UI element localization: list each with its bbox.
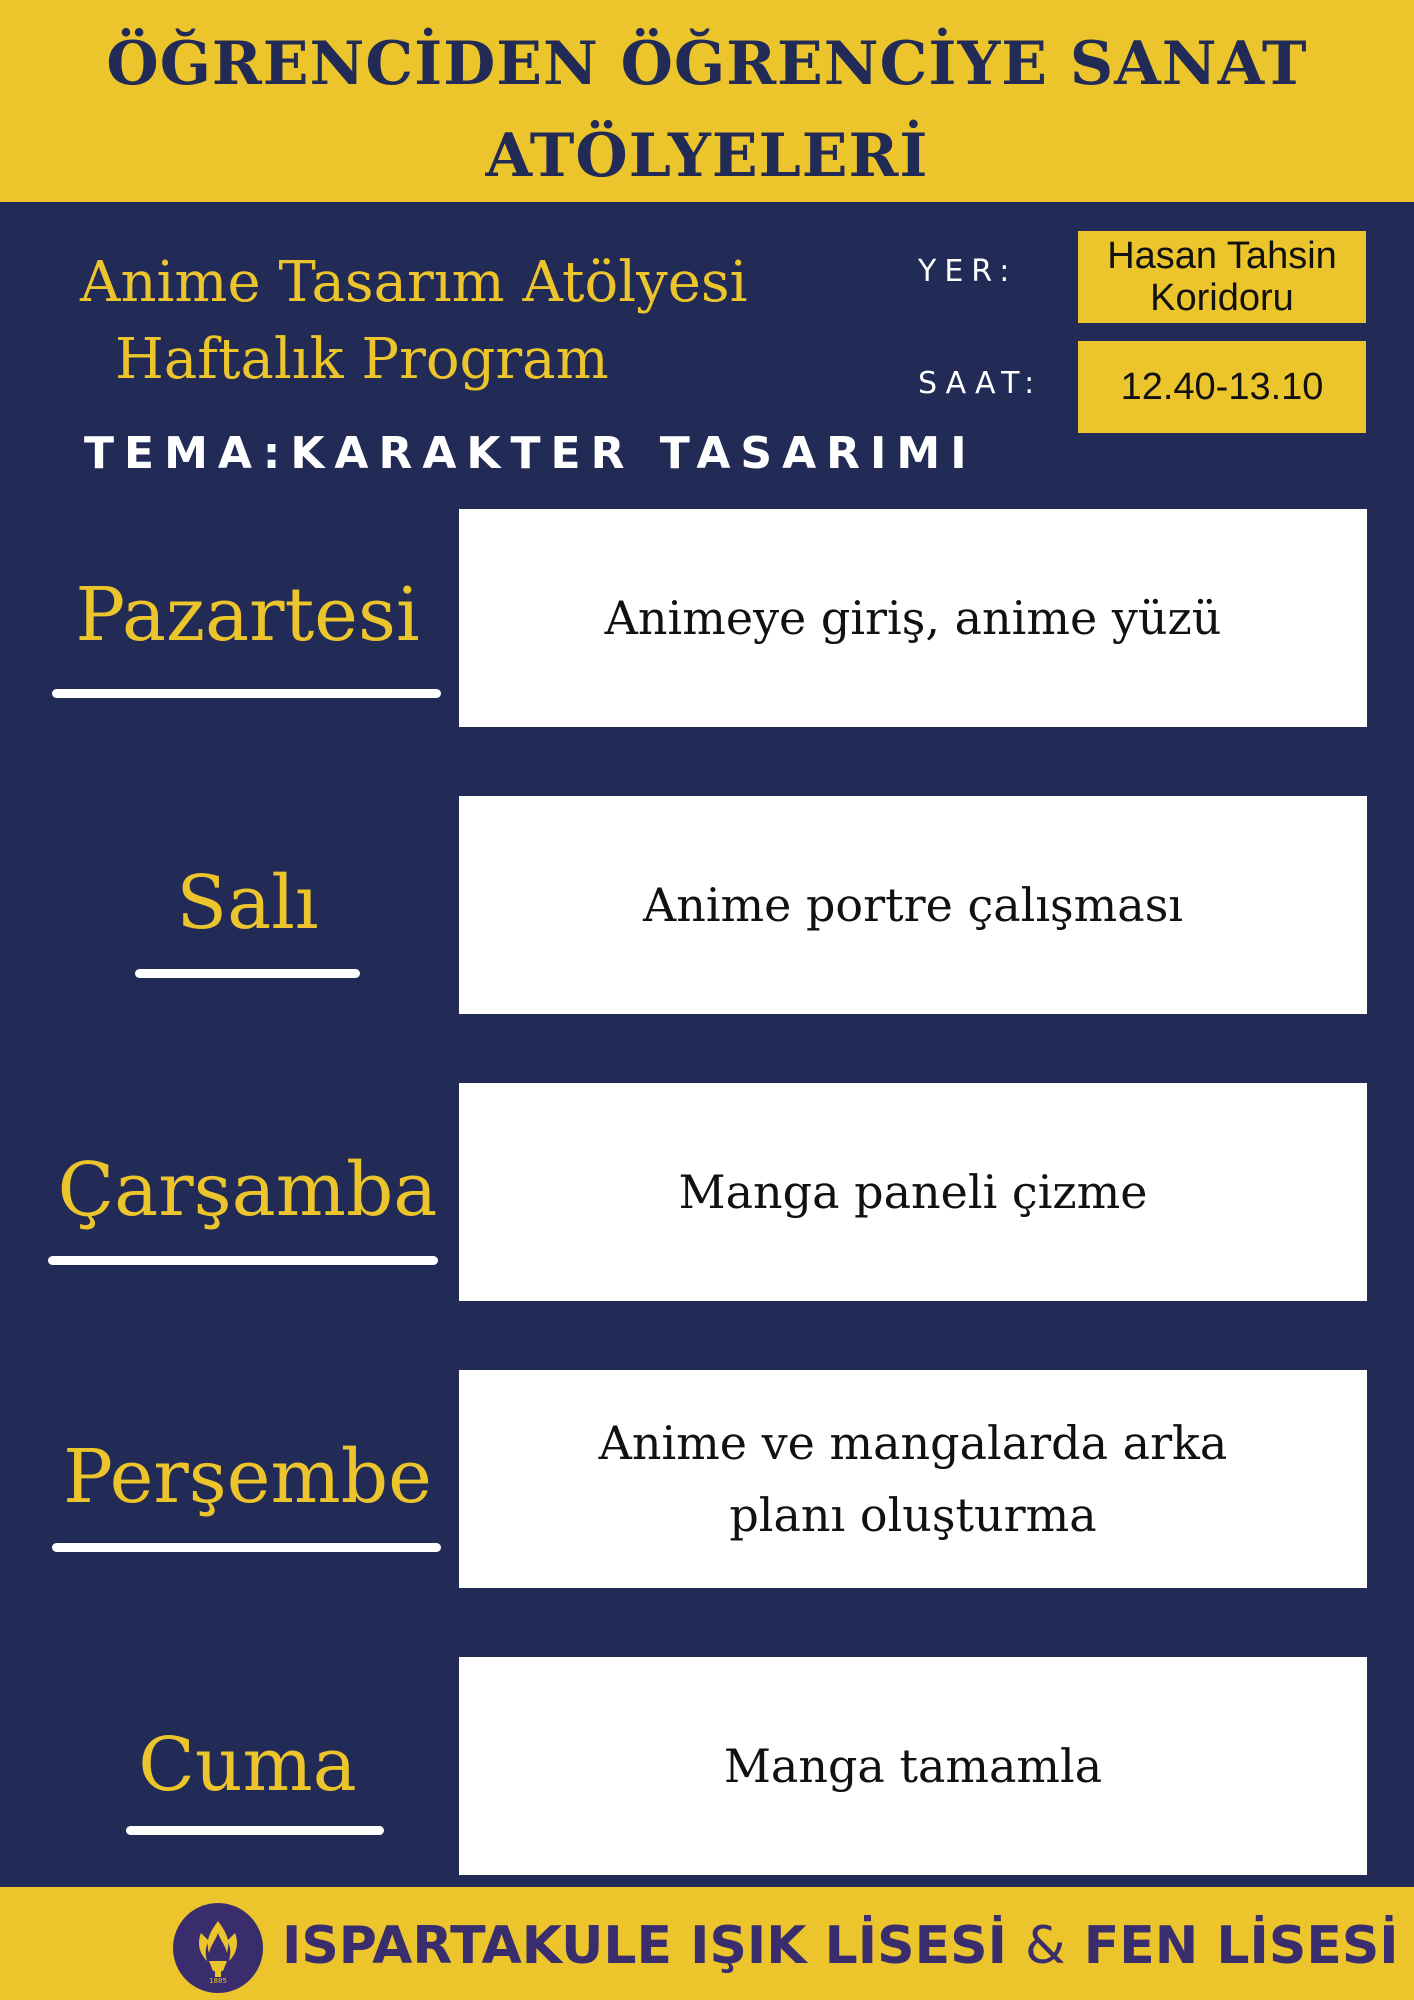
activity-text: Manga paneli çizme <box>678 1165 1148 1219</box>
activity-text: Manga tamamla <box>723 1739 1103 1793</box>
workshop-name: Anime Tasarım Atölyesi <box>80 250 748 315</box>
activity-text: Anime portre çalışması <box>642 878 1184 932</box>
day-label-monday: Pazartesi <box>75 572 420 658</box>
time-label: SAAT: <box>918 366 1043 401</box>
school-name-1: ISPARTAKULE IŞIK LİSESİ <box>282 1916 1007 1976</box>
activity-box-thursday <box>459 1370 1367 1588</box>
day-underline <box>52 689 441 698</box>
footer-school-names <box>282 1908 1399 1984</box>
time-box <box>1078 341 1366 433</box>
location-value: Hasan Tahsin Koridoru <box>1107 235 1337 319</box>
ampersand: & <box>1025 1916 1066 1976</box>
day-underline <box>48 1256 438 1265</box>
day-underline <box>126 1826 384 1835</box>
activity-box-monday <box>459 509 1367 727</box>
activity-text: Anime ve mangalarda arka planı oluşturma <box>598 1416 1228 1542</box>
day-label-wednesday: Çarşamba <box>57 1147 438 1233</box>
day-label-tuesday: Salı <box>176 860 319 946</box>
activity-box-friday <box>459 1657 1367 1875</box>
school-logo-icon <box>170 1900 266 1996</box>
time-value: 12.40-13.10 <box>1120 366 1324 408</box>
location-box <box>1078 231 1366 323</box>
day-underline <box>135 969 360 978</box>
day-label-friday: Cuma <box>138 1722 357 1808</box>
program-subtitle: Haftalık Program <box>115 327 609 392</box>
day-underline <box>52 1543 441 1552</box>
theme-heading: TEMA:KARAKTER TASARIMI <box>84 428 977 479</box>
logo-year: 1885 <box>209 1977 227 1985</box>
location-label: YER: <box>918 254 1018 289</box>
main-title: ÖĞRENCİDEN ÖĞRENCİYE SANAT ATÖLYELERİ <box>106 29 1308 191</box>
day-label-thursday: Perşembe <box>63 1434 432 1520</box>
activity-text: Animeye giriş, anime yüzü <box>604 591 1222 645</box>
activity-box-tuesday <box>459 796 1367 1014</box>
activity-box-wednesday <box>459 1083 1367 1301</box>
school-name-2: FEN LİSESİ <box>1083 1916 1399 1976</box>
